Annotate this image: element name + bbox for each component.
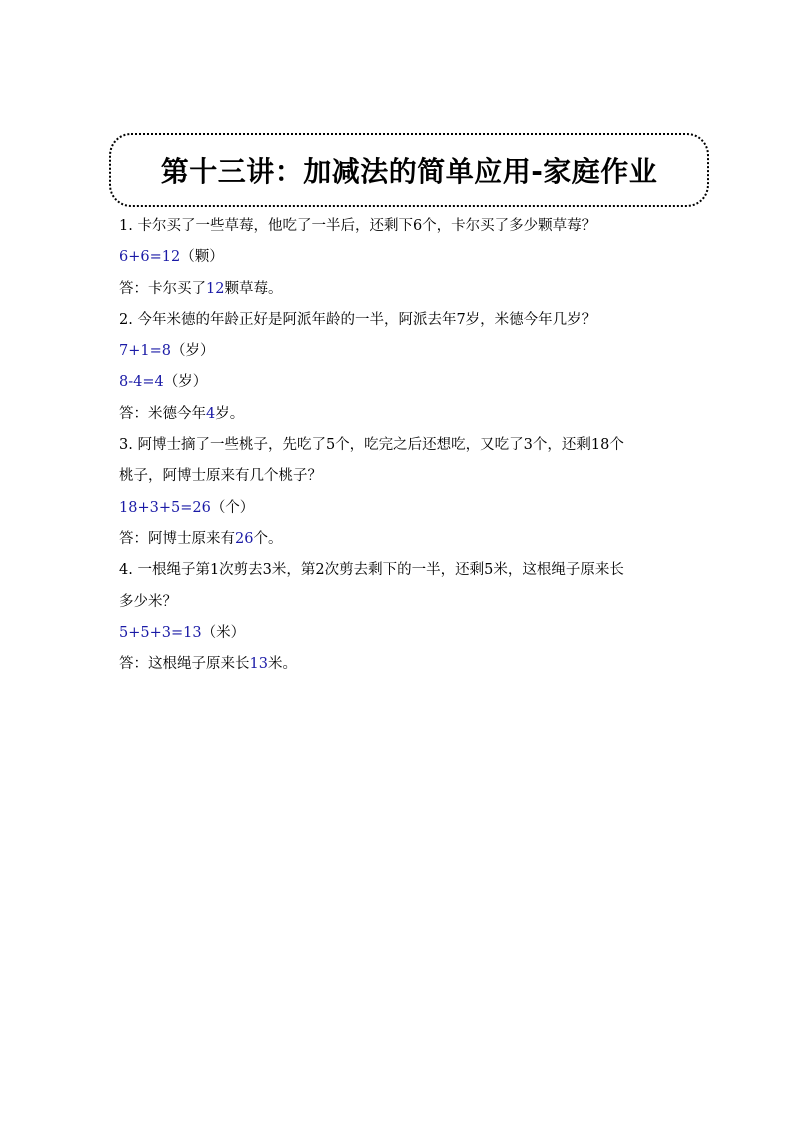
q1-question: 1. 卡尔买了一些草莓，他吃了一半后，还剩下6个，卡尔买了多少颗草莓？ bbox=[119, 218, 597, 234]
q1-answer-num: 12 bbox=[206, 280, 225, 297]
q2-calculation-2 bbox=[119, 367, 679, 398]
q3-calculation bbox=[119, 493, 679, 524]
q3-calc-unit: （个） bbox=[210, 499, 255, 516]
q2-calc2-unit: （岁） bbox=[163, 374, 208, 391]
q3-answer-post: 个。 bbox=[253, 530, 283, 547]
q1-answer-post: 颗草莓。 bbox=[224, 280, 283, 297]
q4-question-line1: 4. 一根绳子第1次剪去3米，第2次剪去剩下的一半，还剩5米，这根绳子原来长 bbox=[119, 562, 624, 579]
q3-question-line1: 3. 阿博士摘了一些桃子，先吃了5个，吃完之后还想吃，又吃了3个，还剩18个 bbox=[119, 437, 624, 454]
q1-answer-pre: 答：卡尔买了 bbox=[119, 280, 206, 297]
q4-calculation bbox=[119, 618, 679, 649]
page-title: 第十三讲：加减法的简单应用-家庭作业 bbox=[160, 155, 658, 188]
q3-answer-pre: 答：阿博士原来有 bbox=[119, 530, 235, 547]
q2-question: 2. 今年米德的年龄正好是阿派年龄的一半，阿派去年7岁，米德今年几岁？ bbox=[119, 311, 597, 328]
q3-question-line2: 桃子，阿博士原来有几个桃子？ bbox=[119, 468, 322, 485]
q1-calculation bbox=[119, 242, 679, 273]
q4-answer-num: 13 bbox=[249, 656, 268, 673]
q4-answer-pre: 答：这根绳子原来长 bbox=[119, 656, 250, 673]
q2-calc2-expr: 8-4=4 bbox=[119, 374, 164, 391]
q1-calc-unit: （颗） bbox=[180, 249, 224, 266]
title-box bbox=[109, 133, 709, 207]
q3-answer-num: 26 bbox=[235, 530, 254, 547]
homework-content bbox=[119, 211, 679, 680]
q2-calc1-unit: （岁） bbox=[170, 343, 215, 360]
q4-answer bbox=[119, 649, 679, 680]
q2-calculation-1 bbox=[119, 336, 679, 367]
q2-answer bbox=[119, 399, 679, 430]
q2-answer-num: 4 bbox=[206, 405, 216, 422]
q1-answer bbox=[119, 274, 679, 305]
q4-calc-unit: （米） bbox=[201, 624, 246, 641]
q2-answer-pre: 答：米德今年 bbox=[119, 405, 206, 422]
q2-calc1-expr: 7+1=8 bbox=[119, 343, 171, 360]
q4-answer-post: 米。 bbox=[267, 656, 297, 673]
q3-calc-expr: 18+3+5=26 bbox=[119, 499, 211, 516]
q4-calc-expr: 5+5+3=13 bbox=[119, 624, 202, 641]
q2-answer-post: 岁。 bbox=[215, 405, 245, 422]
q4-question-line2: 多少米？ bbox=[119, 593, 177, 610]
q3-answer bbox=[119, 524, 679, 555]
q1-calc-expr: 6+6=12 bbox=[119, 249, 181, 266]
